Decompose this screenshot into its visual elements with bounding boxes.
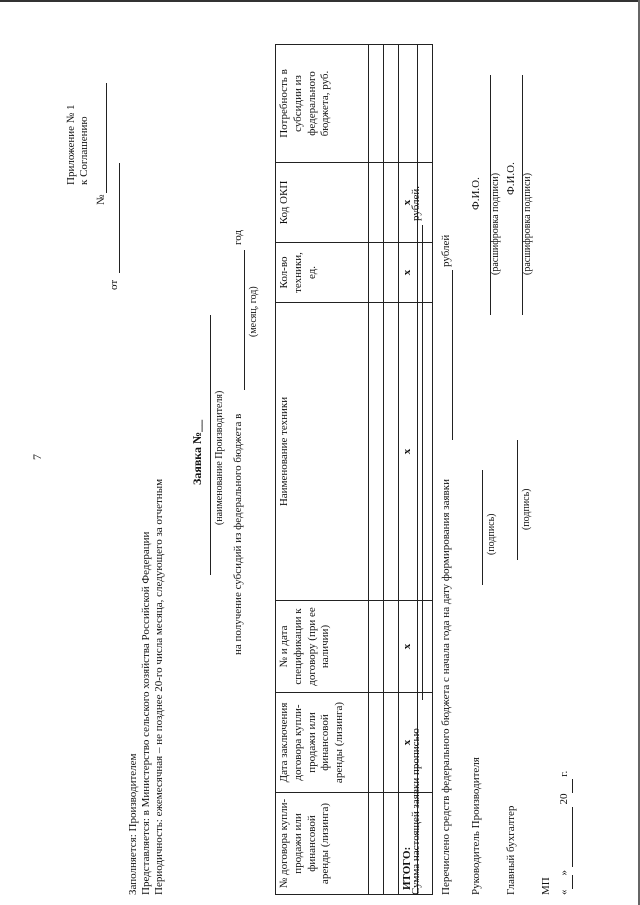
table-cell[interactable]: [384, 163, 399, 243]
transferred-line[interactable]: [452, 270, 453, 440]
total-cell-x: х: [399, 601, 418, 693]
producer-line: [210, 315, 211, 575]
table-row: [384, 45, 399, 895]
accountant-sign-caption: (подпись): [521, 488, 532, 530]
table-cell[interactable]: [384, 243, 399, 303]
total-cell-x: х: [399, 243, 418, 303]
header-quantity: Кол-во техники, ед.: [276, 243, 369, 303]
date-close-quote: »: [558, 870, 570, 876]
meta-filled-by: Заполняется: Производителем: [127, 753, 139, 895]
purpose-year-suffix: год: [232, 229, 244, 245]
total-label: ИТОГО:: [399, 793, 418, 895]
table-cell[interactable]: [384, 303, 399, 601]
table-cell[interactable]: [369, 793, 384, 895]
table-cell[interactable]: [384, 45, 399, 163]
appendix-number-line: [106, 83, 107, 193]
table-cell[interactable]: [369, 45, 384, 163]
header-okp-code: Код ОКП: [276, 163, 369, 243]
director-name: Ф.И.О.: [470, 177, 482, 210]
accountant-sign-line[interactable]: [517, 440, 518, 560]
date-year-blank[interactable]: [558, 780, 573, 794]
appendix-from-label: от: [108, 279, 120, 290]
meta-periodicity: Периодичность: ежемесячная – не позднее 20-го числа месяца, следующего за отчетным: [153, 478, 165, 895]
page-number: 7: [30, 454, 44, 460]
sum-line[interactable]: [422, 225, 423, 700]
table-cell[interactable]: [417, 601, 432, 693]
producer-caption: (наименование Производителя): [214, 390, 225, 525]
header-subsidy-need: Потребность в субсидии из федерального бюджета, руб.: [276, 45, 369, 163]
sum-suffix: рублей.: [410, 185, 422, 221]
sum-label: Сумма настоящей заявки прописью: [410, 728, 422, 895]
total-subsidy-cell[interactable]: [399, 45, 418, 163]
accountant-name: Ф.И.О.: [505, 162, 517, 195]
director-sign-line[interactable]: [482, 470, 483, 585]
header-contract-number: № договора купли-продажи или финансовой аренды (лизинга): [276, 793, 369, 895]
table-header-row: [276, 45, 369, 895]
table-cell[interactable]: [384, 601, 399, 693]
table-cell[interactable]: [369, 303, 384, 601]
total-cell-x: х: [399, 303, 418, 601]
table-row: [369, 45, 384, 895]
director-sign-caption: (подпись): [486, 513, 497, 555]
table-cell[interactable]: [369, 693, 384, 793]
signature-role-director: Руководитель Производителя: [470, 757, 482, 895]
table-cell[interactable]: [384, 693, 399, 793]
appendix-line-1: Приложение № 1: [65, 104, 77, 185]
table-cell[interactable]: [369, 601, 384, 693]
table-cell[interactable]: [369, 163, 384, 243]
meta-submitted-to: Представляется: в Министерство сельского хозяйства Российской Федерации: [140, 531, 152, 895]
table-cell[interactable]: [417, 45, 432, 163]
date-open-quote: «: [558, 889, 570, 895]
transferred-suffix: рублей: [440, 234, 452, 267]
table-cell[interactable]: [384, 793, 399, 895]
header-contract-date: Дата заключения договора купли-продажи или финансовой аренды (лизинга): [276, 693, 369, 793]
table-cell[interactable]: [417, 303, 432, 601]
purpose-text: на получение субсидий из федерального бюджета в: [232, 413, 244, 655]
transferred-label: Перечислено средств федерального бюджета с начала года на дату формирования заявки: [440, 479, 452, 895]
date-month-blank[interactable]: [558, 807, 573, 867]
director-name-caption: (расшифровка подписи): [490, 172, 501, 275]
header-specification: № и дата спецификации к договору (при ее наличии): [276, 601, 369, 693]
table-cell[interactable]: [369, 243, 384, 303]
purpose-month-line: [244, 250, 245, 390]
appendix-line-2: к Соглашению: [78, 116, 90, 185]
month-year-caption: (месяц, год): [248, 286, 259, 337]
accountant-name-caption: (расшифровка подписи): [522, 172, 533, 275]
date-year-suffix: г.: [558, 770, 570, 777]
header-equipment-name: Наименование техники: [276, 303, 369, 601]
date-year-prefix: 20: [558, 793, 570, 805]
stamp-label: МП: [540, 877, 552, 895]
total-cell-x: х: [399, 693, 418, 793]
table-cell[interactable]: [417, 243, 432, 303]
signature-role-accountant: Главный бухгалтер: [505, 805, 517, 895]
total-cell-x: х: [399, 163, 418, 243]
date-line: [558, 771, 573, 895]
date-day-blank[interactable]: [558, 876, 573, 890]
document-title: Заявка №__: [190, 419, 204, 485]
appendix-date-line: [119, 163, 120, 273]
appendix-number-label: №: [95, 194, 107, 205]
